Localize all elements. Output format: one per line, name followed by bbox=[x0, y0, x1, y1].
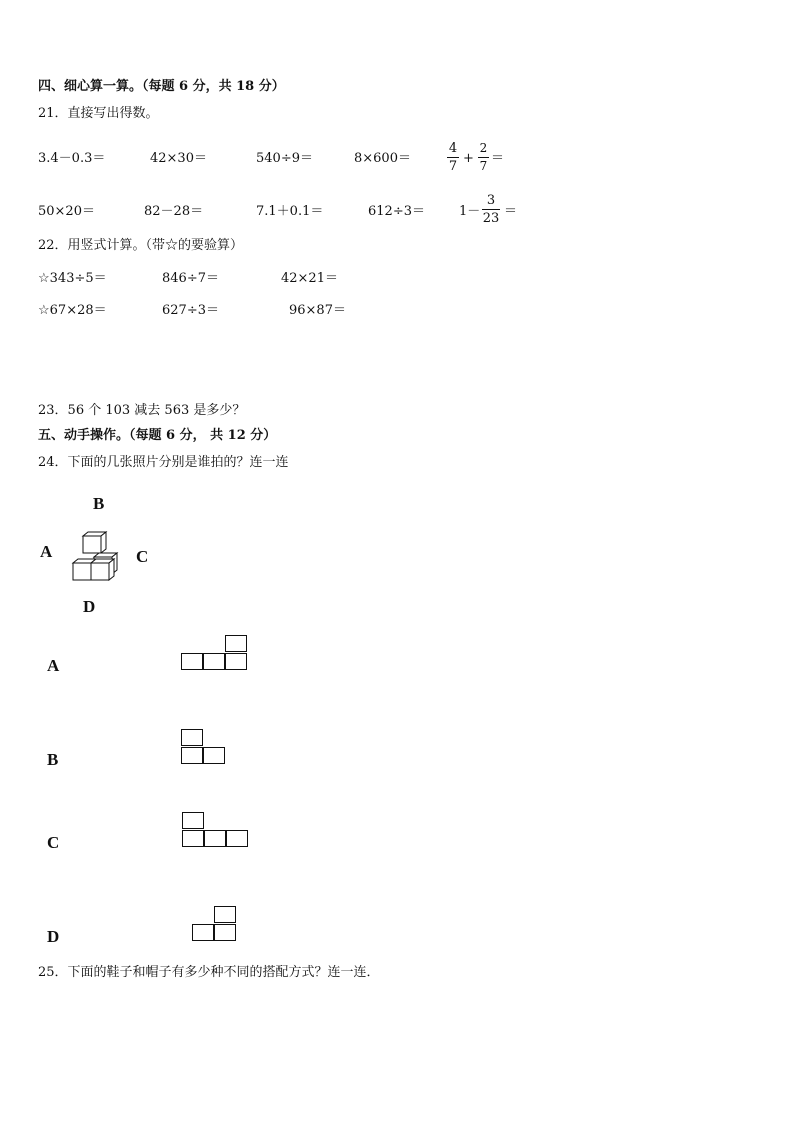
q23-prompt: 23．56 个 103 减去 563 是多少？ bbox=[38, 403, 246, 418]
plus-sign: + bbox=[463, 151, 474, 166]
view-c-square bbox=[204, 830, 226, 847]
q21-item: 540÷9＝ bbox=[256, 151, 313, 166]
view-d-square bbox=[214, 924, 236, 941]
q24-prompt: 24．下面的几张照片分别是谁拍的？连一连 bbox=[38, 455, 289, 470]
q22-item: ☆343÷5＝ bbox=[38, 271, 107, 286]
fraction-numerator: 4 bbox=[448, 141, 458, 156]
view-b-square bbox=[181, 747, 203, 764]
cube-stack-figure bbox=[70, 530, 122, 584]
fraction-denominator: 7 bbox=[448, 159, 458, 174]
fraction-4-7 bbox=[447, 141, 459, 174]
q21-item: 8×600＝ bbox=[354, 151, 411, 166]
option-label-c: C bbox=[47, 833, 60, 852]
q21-item: 7.1＋0.1＝ bbox=[256, 204, 324, 219]
q22-item: 42×21＝ bbox=[281, 271, 338, 286]
fraction-denominator: 23 bbox=[482, 211, 500, 226]
q21-item: 50×20＝ bbox=[38, 204, 95, 219]
q25-prompt: 25．下面的鞋子和帽子有多少种不同的搭配方式？连一连． bbox=[38, 965, 380, 980]
compass-label-a: A bbox=[40, 542, 53, 561]
fraction-bar bbox=[482, 209, 500, 210]
fraction-numerator: 3 bbox=[486, 193, 496, 208]
q22-prompt: 22．用竖式计算。（带☆的要验算） bbox=[38, 238, 244, 253]
q22-item: 846÷7＝ bbox=[162, 271, 219, 286]
section-4-heading: 四、细心算一算。（每题 6 分，共 18 分） bbox=[38, 79, 285, 94]
fraction-bar bbox=[447, 157, 459, 158]
view-b-square bbox=[181, 729, 203, 746]
view-a-square bbox=[203, 653, 225, 670]
view-d-square bbox=[192, 924, 214, 941]
view-d-square bbox=[214, 906, 236, 923]
option-label-a: A bbox=[47, 656, 60, 675]
fraction-2-7 bbox=[478, 141, 489, 174]
q21-item: 82－28＝ bbox=[144, 204, 204, 219]
view-a-square bbox=[225, 653, 247, 670]
compass-label-c: C bbox=[136, 547, 149, 566]
fraction-numerator: 2 bbox=[479, 141, 488, 155]
option-label-d: D bbox=[47, 927, 60, 946]
fraction-lead: 1－ bbox=[459, 204, 481, 219]
q21-item: 612÷3＝ bbox=[368, 204, 425, 219]
view-c-square bbox=[226, 830, 248, 847]
view-a-square bbox=[225, 635, 247, 652]
fraction-bar bbox=[478, 157, 489, 158]
q22-item: 96×87＝ bbox=[289, 303, 346, 318]
q22-item: ☆67×28＝ bbox=[38, 303, 107, 318]
view-c-square bbox=[182, 812, 204, 829]
q22-item: 627÷3＝ bbox=[162, 303, 219, 318]
view-a-square bbox=[181, 653, 203, 670]
fraction-denominator: 7 bbox=[479, 159, 488, 173]
q21-item: 3.4－0.3＝ bbox=[38, 151, 106, 166]
compass-label-b: B bbox=[93, 494, 105, 513]
fraction-3-23 bbox=[482, 193, 500, 226]
view-c-square bbox=[182, 830, 204, 847]
compass-label-d: D bbox=[83, 597, 96, 616]
view-b-square bbox=[203, 747, 225, 764]
equals-sign: ＝ bbox=[491, 151, 505, 166]
section-5-heading: 五、动手操作。（每题 6 分， 共 12 分） bbox=[38, 428, 277, 443]
q21-prompt: 21．直接写出得数。 bbox=[38, 106, 159, 121]
option-label-b: B bbox=[47, 750, 59, 769]
equals-sign: ＝ bbox=[504, 204, 518, 219]
q21-item: 42×30＝ bbox=[150, 151, 207, 166]
